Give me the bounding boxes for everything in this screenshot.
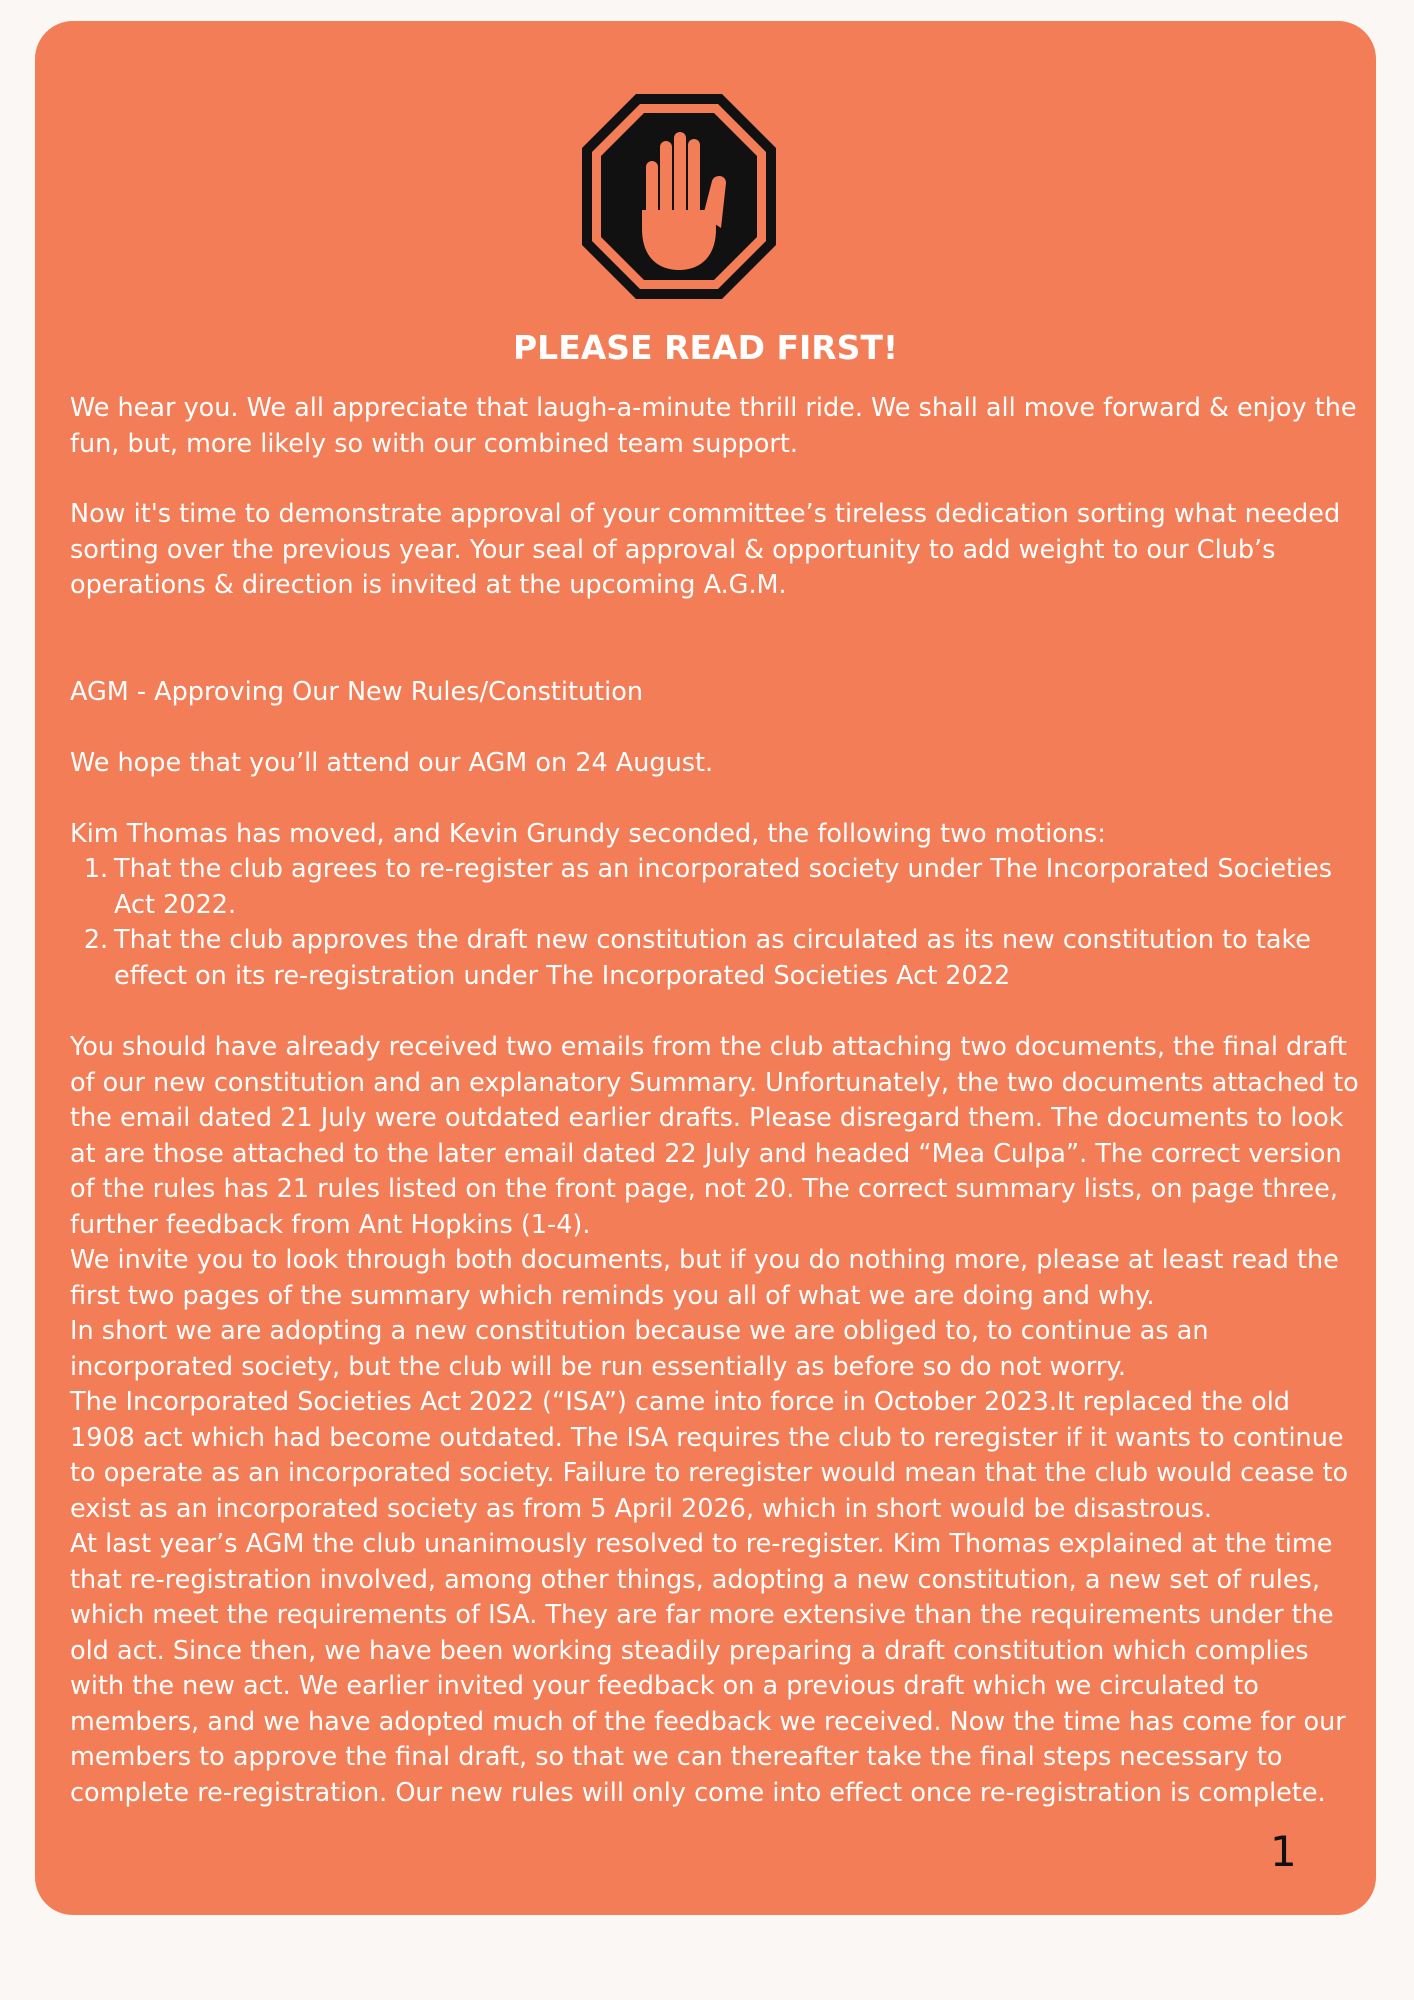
body-paragraph-invite: We invite you to look through both documents, but if you do nothing more, please at least read the first two pages of the summary which reminds you all of what we are doing and why.	[70, 1245, 1339, 1311]
agm-subheading: AGM - Approving Our New Rules/Constitution	[70, 677, 644, 707]
page-title: PLEASE READ FIRST!	[512, 328, 899, 367]
body-paragraph-last-agm: At last year’s AGM the club unanimously resolved to re-register. Kim Thomas explained at the time that re-registration involved, among other things, adopting a new constitution, a new set of rules, which meet the requirements of ISA. They are far more extensive than the requirements under the old act. Since then, we have been working steadily preparing a draft constitution which complies with the new act. We earlier invited your feedback on a previous draft which we circulated to members, and we have adopted much of the feedback we received. Now the time has come for our members to approve the final draft, so that we can thereafter take the final steps necessary to complete re-registration. Our new rules will only come into effect once re-registration is complete.	[70, 1529, 1346, 1808]
page-number: 1	[1270, 1827, 1297, 1876]
body-paragraph-isa: The Incorporated Societies Act 2022 (“ISA”) came into force in October 2023.It replaced the old 1908 act which had become outdated. The ISA requires the club to reregister if it wants to continue to operate as an incorporated society. Failure to reregister would mean that the club would cease to exist as an incorporated society as from 5 April 2026, which in short would be disastrous.	[70, 1387, 1349, 1524]
list-item	[70, 852, 1360, 923]
body-text	[70, 1030, 1360, 1811]
body-paragraph-short: In short we are adopting a new constitution because we are obliged to, to continue as an incorporated society, but the club will be run essentially as before so do not worry.	[70, 1316, 1209, 1382]
motion-number: 2.	[83, 925, 109, 955]
agm-date-paragraph: We hope that you’ll attend our AGM on 24 August.	[70, 748, 714, 778]
motions-list	[70, 852, 1360, 994]
approval-paragraph: Now it's time to demonstrate approval of your committee’s tireless dedication sorting what needed sorting over the previous year. Your seal of approval & opportunity to add weight to our Club’s operations & direction is invited at the upcoming A.G.M.	[70, 499, 1341, 600]
motion-number: 1.	[83, 854, 109, 884]
motion-text: That the club approves the draft new constitution as circulated as its new constitution to take effect on its re-registration under The Incorporated Societies Act 2022	[114, 925, 1311, 991]
stop-hand-icon	[576, 88, 782, 305]
body-paragraph-emails: You should have already received two emails from the club attaching two documents, the final draft of our new constitution and an explanatory Summary. Unfortunately, the two documents attached to the email dated 21 July were outdated earlier drafts. Please disregard them. The documents to look at are those attached to the later email dated 22 July and headed “Mea Culpa”. The correct version of the rules has 21 rules listed on the front page, not 20. The correct summary lists, on page three, further feedback from Ant Hopkins (1-4).	[70, 1032, 1359, 1240]
intro-paragraph: We hear you. We all appreciate that laugh-a-minute thrill ride. We shall all move forward & enjoy the fun, but, more likely so with our combined team support.	[70, 393, 1357, 459]
motions-intro: Kim Thomas has moved, and Kevin Grundy seconded, the following two motions:	[70, 819, 1106, 849]
list-item	[70, 923, 1360, 994]
motion-text: That the club agrees to re-register as an incorporated society under The Incorporated Societies Act 2022.	[114, 854, 1333, 920]
